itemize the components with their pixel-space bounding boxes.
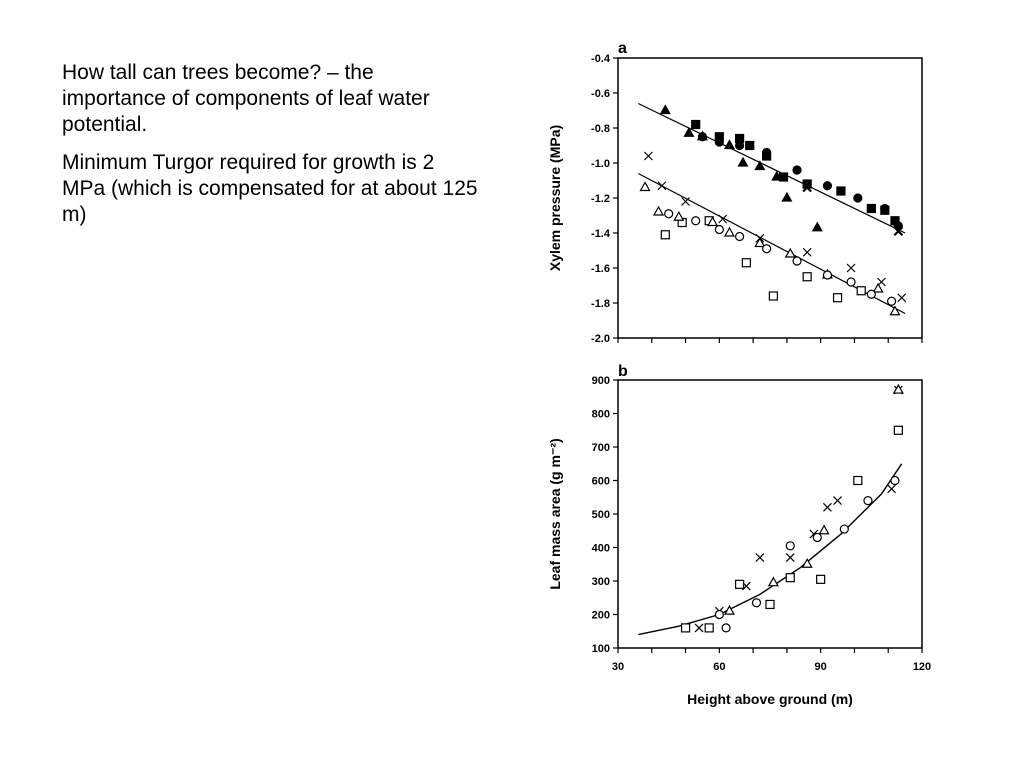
panel-a-point-filled-triangle <box>738 158 747 166</box>
panel-b-point-open-square <box>736 580 744 588</box>
panel-a-point-open-triangle <box>755 239 764 247</box>
panel-b-point-open-x <box>695 624 703 632</box>
panel-a-point-filled-circle <box>793 166 801 174</box>
panel-a <box>547 40 922 345</box>
panel-b-point-open-x <box>834 497 842 505</box>
panel-a-point-open-circle <box>888 297 896 305</box>
panel-b-series-open-x <box>695 386 902 632</box>
panel-a-point-open-square <box>661 231 669 239</box>
panel-a-point-filled-circle <box>823 182 831 190</box>
panel-a-point-open-circle <box>763 245 771 253</box>
panel-b-y-tick-label: 700 <box>591 442 610 454</box>
panel-b-y-tick-label: 400 <box>591 542 610 555</box>
panel-a-point-filled-circle <box>736 142 744 150</box>
panel-a-point-open-x <box>644 152 652 160</box>
panel-a-y-tick-label: -1.4 <box>591 228 610 240</box>
panel-a-point-filled-square <box>692 121 700 129</box>
panel-a-point-filled-triangle <box>755 162 764 170</box>
panel-a-point-open-square <box>742 259 750 267</box>
panel-a-letter: a <box>618 40 627 57</box>
panel-a-point-filled-triangle <box>813 223 822 231</box>
panel-a-y-tick-label: -1.2 <box>591 193 610 205</box>
panel-b-x-tick-label: 30 <box>611 661 625 673</box>
panel-a-point-open-circle <box>736 233 744 241</box>
panel-a-point-open-triangle <box>674 212 683 220</box>
panel-a-point-filled-circle <box>854 194 862 202</box>
panel-b-y-axis-title: Leaf mass area (g m⁻²) <box>547 438 563 590</box>
panel-b-y-tick-label: 200 <box>591 609 610 622</box>
panel-a-point-open-x <box>803 248 811 256</box>
panel-b-point-open-triangle <box>769 578 778 586</box>
panel-a-y-tick-label: -1.6 <box>591 263 610 275</box>
panel-b-point-open-square <box>854 477 862 485</box>
panel-b-point-open-triangle <box>803 559 812 567</box>
panel-a-y-axis-title: Xylem pressure (MPa) <box>547 124 563 272</box>
panel-b-point-open-square <box>786 574 794 582</box>
panel-b-point-open-circle <box>722 624 730 632</box>
panel-a-point-filled-square <box>746 142 754 150</box>
panel-b-point-open-circle <box>813 533 821 541</box>
panel-b-x-axis-title: Height above ground (m) <box>687 691 853 707</box>
panel-a-point-open-triangle <box>786 249 795 257</box>
panel-a-point-open-triangle <box>654 207 663 215</box>
panel-b-point-open-square <box>705 624 713 632</box>
panel-b-point-open-triangle <box>820 526 829 534</box>
panel-a-point-filled-square <box>837 187 845 195</box>
panel-a-y-tick-label: -0.6 <box>591 88 610 100</box>
slide-paragraph-turgor: Minimum Turgor required for growth is 2 MPa (which is compensated for at about 125 m) <box>62 151 478 226</box>
panel-a-point-open-circle <box>692 217 700 225</box>
panel-a-y-tick-label: -1.8 <box>591 298 610 310</box>
panel-b-point-open-circle <box>840 525 848 533</box>
panel-a-point-open-x <box>847 264 855 272</box>
slide-paragraph-title: How tall can trees become? – the importance of components of leaf water potential. <box>62 61 430 136</box>
panel-b-letter: b <box>618 363 628 380</box>
panel-a-point-filled-square <box>867 205 875 213</box>
panel-b-y-tick-label: 100 <box>591 643 610 655</box>
panel-a-point-filled-square <box>780 173 788 181</box>
panel-b-point-open-square <box>766 600 774 608</box>
panel-a-point-filled-triangle <box>725 141 734 149</box>
panel-b-point-open-circle <box>715 611 723 619</box>
panel-a-point-filled-triangle <box>782 193 791 201</box>
panel-a-point-open-circle <box>847 278 855 286</box>
panel-a-y-tick-label: -0.8 <box>591 123 610 135</box>
panel-a-point-filled-circle <box>698 133 706 141</box>
panel-a-y-tick-label: -1.0 <box>591 158 610 170</box>
panel-b-x-tick-label: 120 <box>912 661 932 673</box>
panel-b-point-open-x <box>888 485 896 493</box>
panel-b-point-open-circle <box>864 497 872 505</box>
panel-b-point-open-square <box>894 426 902 434</box>
panel-a-point-open-square <box>803 273 811 281</box>
panel-b-x-tick-label: 60 <box>713 661 726 673</box>
panel-a-y-tick-label: -2.0 <box>591 333 610 345</box>
panel-a-point-open-circle <box>665 210 673 218</box>
panel-b-series-open-square <box>682 426 903 632</box>
panel-b-y-tick-label: 800 <box>591 408 610 421</box>
panel-a-point-open-circle <box>793 257 801 265</box>
panel-b-x-tick-label: 90 <box>814 661 827 673</box>
panel-a-point-open-square <box>857 287 865 295</box>
panel-a-point-open-circle <box>715 226 723 234</box>
panel-a-point-open-triangle <box>725 228 734 236</box>
panel-b-y-tick-label: 500 <box>591 509 610 521</box>
panel-b-point-open-circle <box>752 599 760 607</box>
panel-a-point-open-square <box>834 294 842 302</box>
panel-b-y-tick-label: 600 <box>591 475 610 488</box>
panel-a-y-tick-label: -0.4 <box>591 53 610 65</box>
panel-a-point-open-triangle <box>641 183 650 191</box>
panel-b-point-open-square <box>817 575 825 583</box>
panel-a-point-filled-circle <box>763 149 771 157</box>
panel-a-point-open-x <box>658 182 666 190</box>
panel-b-point-open-circle <box>891 477 899 485</box>
panel-a-point-filled-circle <box>881 205 889 213</box>
panel-b-y-tick-label: 900 <box>591 375 610 387</box>
panel-a-point-open-x <box>898 294 906 302</box>
panel-b-y-tick-label: 300 <box>591 576 610 588</box>
panel-b-point-open-x <box>786 554 794 562</box>
panel-a-point-open-circle <box>867 290 875 298</box>
panel-a-point-open-triangle <box>890 307 899 315</box>
panel-a-point-filled-triangle <box>661 106 670 114</box>
panel-a-point-open-triangle <box>874 284 883 292</box>
panel-b-point-open-x <box>756 554 764 562</box>
panel-a-point-filled-circle <box>715 138 723 146</box>
panel-b-point-open-x <box>823 503 831 511</box>
panel-a-point-open-square <box>769 292 777 300</box>
panel-a-series-open-square <box>661 217 865 302</box>
panel-a-point-open-circle <box>823 271 831 279</box>
panel-b-point-open-square <box>682 624 690 632</box>
panel-b-series-open-circle <box>715 477 899 632</box>
panel-b-point-open-circle <box>786 542 794 550</box>
panel-b <box>547 363 931 707</box>
